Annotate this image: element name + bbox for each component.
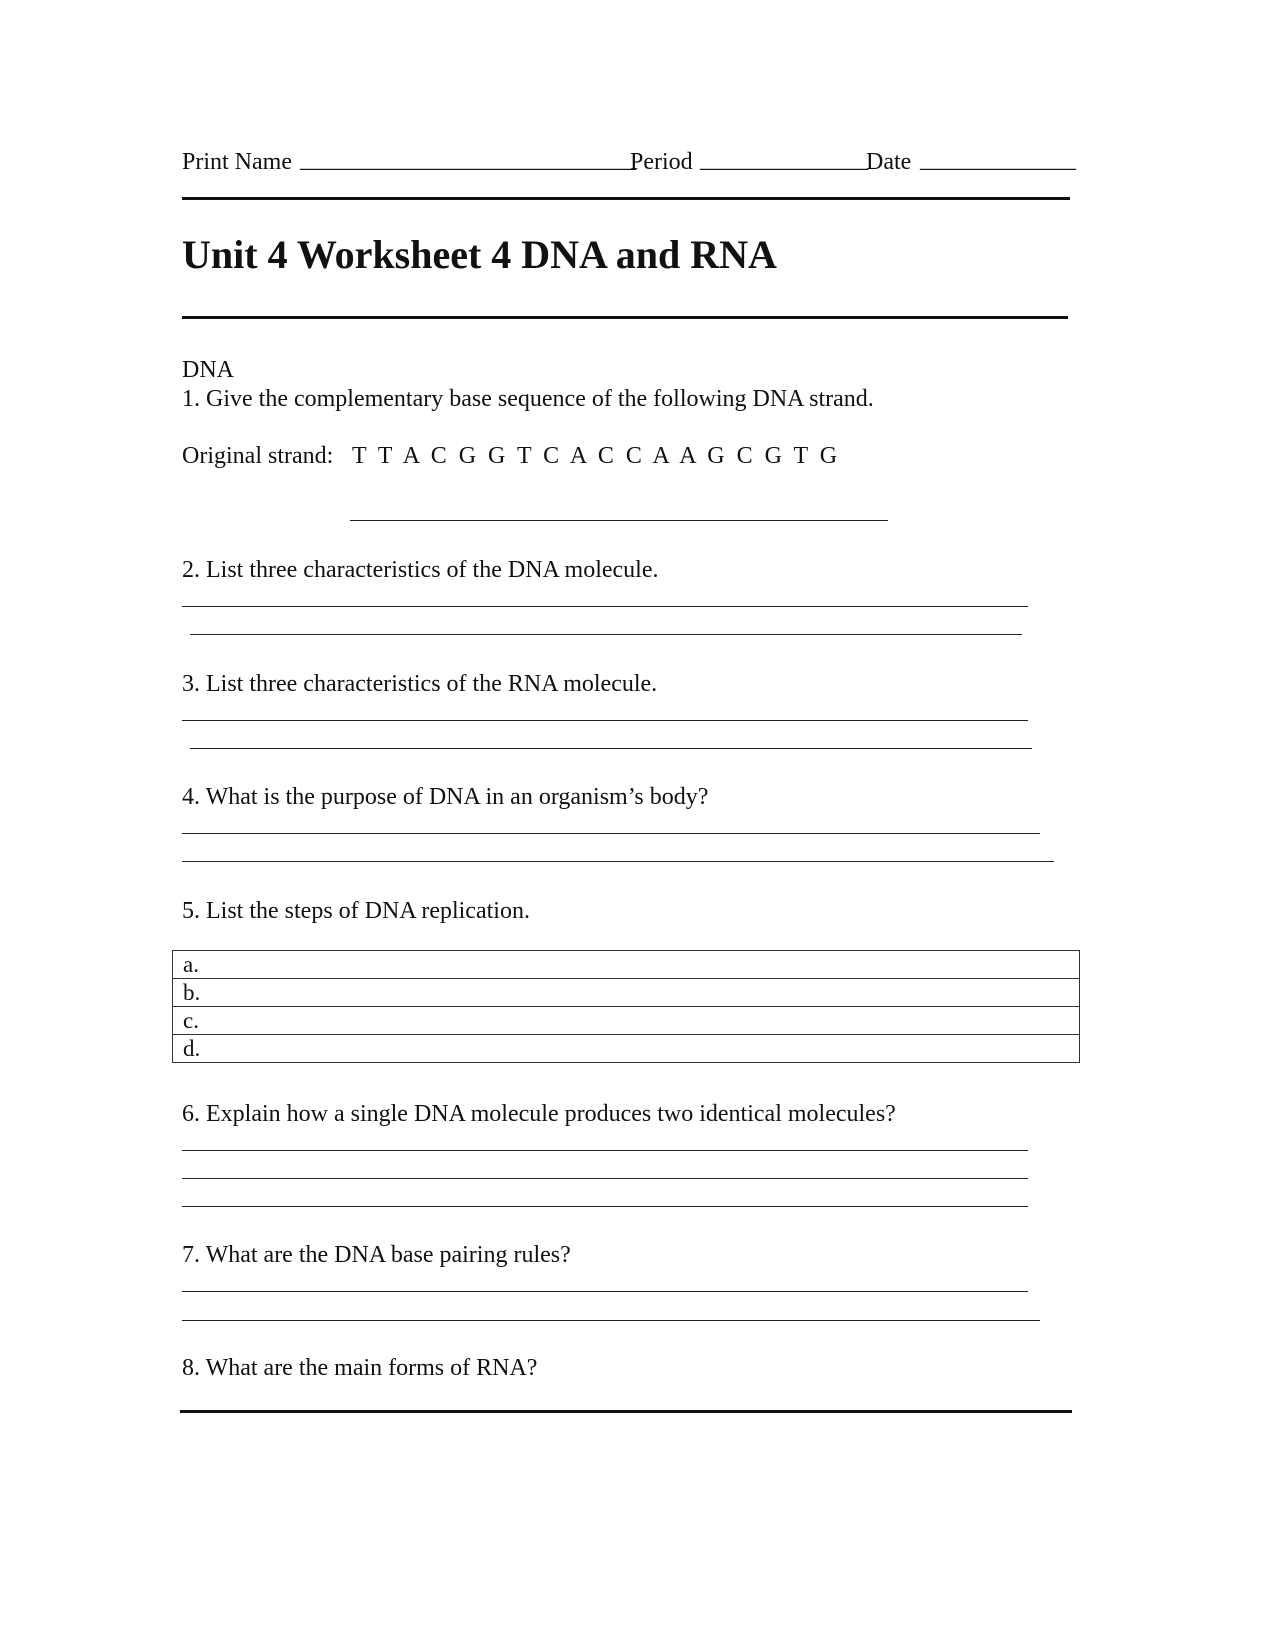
answer-line[interactable] bbox=[182, 1291, 1028, 1292]
answer-line[interactable] bbox=[182, 1150, 1028, 1151]
date-label: Date bbox=[866, 149, 912, 175]
question-6: 6. Explain how a single DNA molecule produces two identical molecules? bbox=[182, 1101, 896, 1127]
step-a[interactable]: a. bbox=[173, 951, 1080, 979]
step-c[interactable]: c. bbox=[173, 1007, 1080, 1035]
header-divider bbox=[182, 197, 1070, 200]
page-title: Unit 4 Worksheet 4 DNA and RNA bbox=[182, 232, 777, 277]
original-strand-label: Original strand: bbox=[182, 443, 334, 469]
answer-line[interactable] bbox=[190, 634, 1022, 635]
answer-line[interactable] bbox=[190, 748, 1032, 749]
answer-line[interactable] bbox=[182, 833, 1040, 834]
table-row[interactable] bbox=[173, 1007, 1080, 1035]
print-name-field[interactable]: ____________________________ bbox=[300, 147, 636, 173]
replication-steps-table bbox=[172, 950, 1080, 1063]
answer-line[interactable] bbox=[182, 720, 1028, 721]
question-2: 2. List three characteristics of the DNA molecule. bbox=[182, 557, 659, 583]
answer-line[interactable] bbox=[182, 861, 1054, 862]
print-name-label: Print Name bbox=[182, 149, 292, 175]
question-5: 5. List the steps of DNA replication. bbox=[182, 898, 530, 924]
question-8: 8. What are the main forms of RNA? bbox=[182, 1355, 538, 1381]
question-4: 4. What is the purpose of DNA in an organism’s body? bbox=[182, 784, 709, 810]
title-divider bbox=[182, 316, 1068, 319]
answer-line[interactable] bbox=[182, 1206, 1028, 1207]
table-row[interactable] bbox=[173, 979, 1080, 1007]
question-3: 3. List three characteristics of the RNA molecule. bbox=[182, 671, 658, 697]
date-field[interactable]: _____________ bbox=[920, 147, 1076, 173]
section-heading-dna: DNA bbox=[182, 357, 234, 383]
period-label: Period bbox=[630, 149, 693, 175]
question-7: 7. What are the DNA base pairing rules? bbox=[182, 1242, 571, 1268]
step-d[interactable]: d. bbox=[173, 1035, 1080, 1063]
step-b[interactable]: b. bbox=[173, 979, 1080, 1007]
answer-line[interactable] bbox=[182, 606, 1028, 607]
table-row[interactable] bbox=[173, 1035, 1080, 1063]
table-row[interactable] bbox=[173, 951, 1080, 979]
original-strand-sequence: T T A C G G T C A C C A A G C G T G bbox=[352, 443, 838, 469]
answer-line[interactable] bbox=[182, 1320, 1040, 1321]
footer-divider bbox=[180, 1410, 1072, 1413]
answer-line[interactable] bbox=[182, 1178, 1028, 1179]
question-1: 1. Give the complementary base sequence of the following DNA strand. bbox=[182, 386, 874, 412]
answer-line[interactable] bbox=[350, 520, 888, 521]
period-field[interactable]: ______________ bbox=[700, 147, 868, 173]
